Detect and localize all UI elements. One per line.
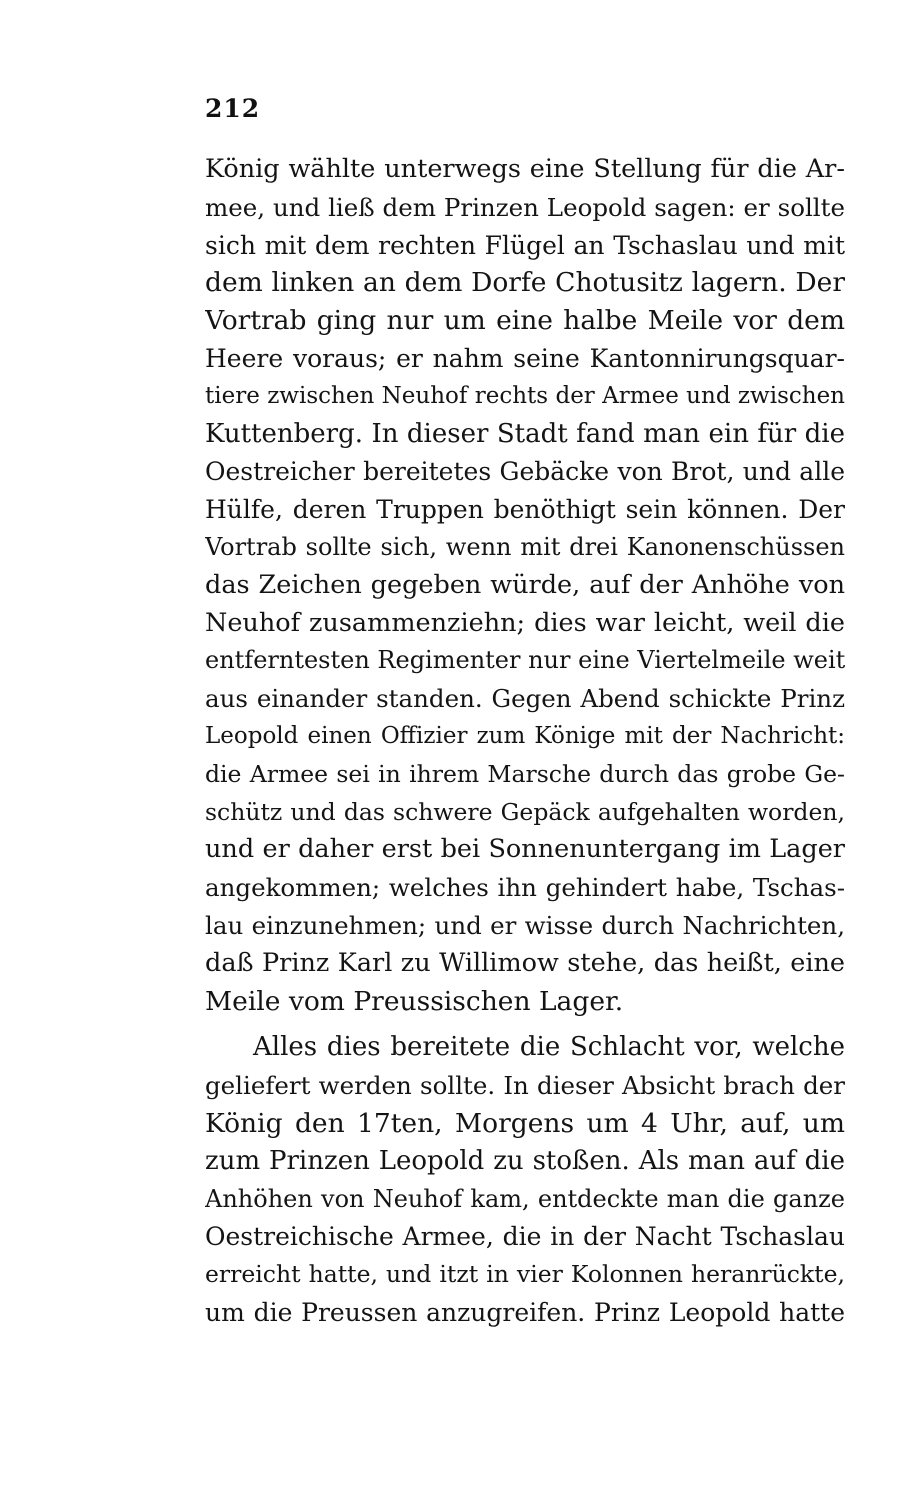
text-line: Hülfe, deren Truppen benöthigt sein können. Der: [205, 495, 845, 525]
text-line: König den 17ten, Morgens um 4 Uhr, auf, um: [205, 1107, 845, 1139]
text-line: Meile vom Preussischen Lager.: [205, 985, 624, 1017]
text-line: Oestreichische Armee, die in der Nacht Tschaslau: [205, 1222, 845, 1252]
text-line: geliefert werden sollte. In dieser Absicht brach der: [205, 1071, 845, 1101]
text-line: Anhöhen von Neuhof kam, entdeckte man die ganze: [205, 1184, 845, 1213]
paragraph-1: [205, 151, 845, 1020]
text-line: und er daher erst bei Sonnenuntergang im Lager: [205, 834, 845, 865]
paragraph-2: [205, 1029, 845, 1331]
text-line: Kuttenberg. In dieser Stadt fand man ein für die: [205, 418, 845, 449]
text-line: tiere zwischen Neuhof rechts der Armee und zwischen: [205, 382, 845, 409]
text-line: um die Preussen anzugreifen. Prinz Leopold hatte: [205, 1297, 845, 1327]
text-line: Vortrab ging nur um eine halbe Meile vor dem: [205, 305, 845, 337]
text-line: aus einander standen. Gegen Abend schickte Prinz: [205, 684, 845, 714]
text-line: zum Prinzen Leopold zu stoßen. Als man auf die: [205, 1145, 845, 1176]
body-text: [205, 151, 845, 1332]
text-line: dem linken an dem Dorfe Chotusitz lagern. Der: [205, 267, 845, 299]
text-line: Neuhof zusammenziehn; dies war leicht, weil die: [205, 607, 845, 638]
text-line: angekommen; welches ihn gehindert habe, Tschas-: [205, 873, 845, 903]
text-line: erreicht hatte, und itzt in vier Kolonnen heranrückte,: [205, 1260, 845, 1289]
paragraph-gap: [205, 1020, 845, 1029]
text-line: Vortrab sollte sich, wenn mit drei Kanonenschüssen: [205, 532, 845, 561]
text-line: Oestreicher bereitetes Gebäcke von Brot, und alle: [205, 457, 845, 487]
text-line: Alles dies bereitete die Schlacht vor, welche: [253, 1032, 845, 1063]
text-line: das Zeichen gegeben würde, auf der Anhöhe von: [205, 569, 845, 600]
page-number: 212: [205, 94, 261, 123]
text-line: daß Prinz Karl zu Willimow stehe, das heißt, eine: [205, 947, 845, 978]
text-line: sich mit dem rechten Flügel an Tschaslau und mit: [205, 230, 845, 260]
text-line: entferntesten Regimenter nur eine Viertelmeile weit: [205, 646, 845, 675]
text-line: mee, und ließ dem Prinzen Leopold sagen: er sollte: [205, 192, 845, 222]
text-line: Heere voraus; er nahm seine Kantonnirungsquar-: [205, 343, 845, 373]
text-line: Leopold einen Offizier zum Könige mit der Nachricht:: [205, 722, 845, 749]
text-line: schütz und das schwere Gepäck aufgehalten worden,: [205, 797, 845, 826]
text-line: lau einzunehmen; und er wisse durch Nachrichten,: [205, 910, 845, 940]
text-line: König wählte unterwegs eine Stellung für die Ar-: [205, 154, 845, 184]
text-line: die Armee sei in ihrem Marsche durch das grobe Ge-: [205, 759, 845, 788]
